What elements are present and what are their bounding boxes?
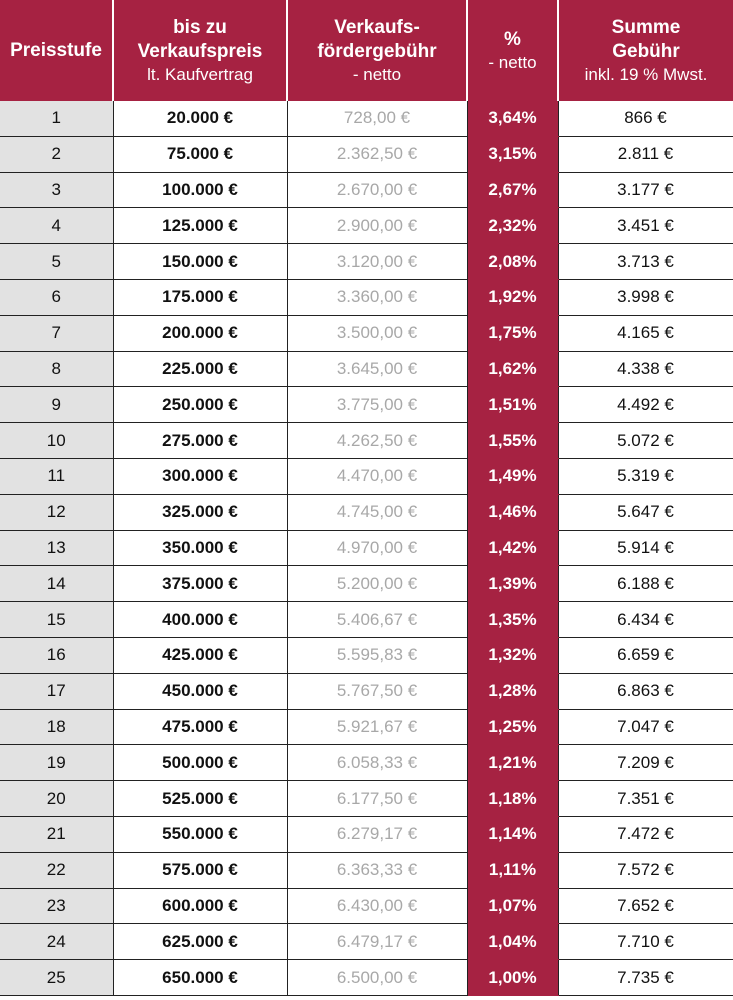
header-summe: [558, 0, 733, 101]
foerdergebuehr-netto-cell: 5.767,50 €: [287, 673, 467, 709]
summe-gebuehr-cell: 5.072 €: [558, 423, 733, 459]
table-row: [0, 709, 733, 745]
table-row: [0, 279, 733, 315]
header-verkaufspreis-line3: lt. Kaufvertrag: [147, 64, 253, 84]
prozent-netto-cell: 1,46%: [467, 494, 558, 530]
verkaufspreis-cell: 200.000 €: [113, 315, 287, 351]
table-row: [0, 172, 733, 208]
prozent-netto-cell: 1,25%: [467, 709, 558, 745]
summe-gebuehr-cell: 6.659 €: [558, 637, 733, 673]
verkaufspreis-cell: 300.000 €: [113, 458, 287, 494]
header-prozent-line2: - netto: [488, 52, 537, 72]
preisstufe-cell: 14: [0, 566, 113, 602]
summe-gebuehr-cell: 3.713 €: [558, 244, 733, 280]
foerdergebuehr-netto-cell: 728,00 €: [287, 101, 467, 136]
verkaufspreis-cell: 425.000 €: [113, 637, 287, 673]
verkaufspreis-cell: 400.000 €: [113, 602, 287, 638]
table-row: [0, 423, 733, 459]
verkaufspreis-cell: 450.000 €: [113, 673, 287, 709]
prozent-netto-cell: 1,62%: [467, 351, 558, 387]
header-summe-line1: Summe: [611, 17, 681, 39]
summe-gebuehr-cell: 7.572 €: [558, 852, 733, 888]
verkaufspreis-cell: 650.000 €: [113, 960, 287, 996]
preisstufe-cell: 17: [0, 673, 113, 709]
header-foerdergebuehr: [287, 0, 467, 101]
foerdergebuehr-netto-cell: 6.058,33 €: [287, 745, 467, 781]
verkaufspreis-cell: 525.000 €: [113, 781, 287, 817]
prozent-netto-cell: 1,28%: [467, 673, 558, 709]
table-row: [0, 136, 733, 172]
foerdergebuehr-netto-cell: 3.360,00 €: [287, 279, 467, 315]
summe-gebuehr-cell: 7.710 €: [558, 924, 733, 960]
summe-gebuehr-cell: 7.472 €: [558, 816, 733, 852]
preisstufe-cell: 24: [0, 924, 113, 960]
verkaufspreis-cell: 575.000 €: [113, 852, 287, 888]
summe-gebuehr-cell: 7.351 €: [558, 781, 733, 817]
table-row: [0, 637, 733, 673]
preisstufe-cell: 4: [0, 208, 113, 244]
summe-gebuehr-cell: 6.188 €: [558, 566, 733, 602]
prozent-netto-cell: 3,64%: [467, 101, 558, 136]
prozent-netto-cell: 1,32%: [467, 637, 558, 673]
table-body: [0, 101, 733, 995]
summe-gebuehr-cell: 3.998 €: [558, 279, 733, 315]
table-row: [0, 458, 733, 494]
preisstufe-cell: 8: [0, 351, 113, 387]
foerdergebuehr-netto-cell: 3.120,00 €: [287, 244, 467, 280]
verkaufspreis-cell: 100.000 €: [113, 172, 287, 208]
foerdergebuehr-netto-cell: 4.970,00 €: [287, 530, 467, 566]
summe-gebuehr-cell: 5.319 €: [558, 458, 733, 494]
foerdergebuehr-netto-cell: 2.670,00 €: [287, 172, 467, 208]
table-row: [0, 244, 733, 280]
verkaufspreis-cell: 175.000 €: [113, 279, 287, 315]
preisstufe-cell: 19: [0, 745, 113, 781]
foerdergebuehr-netto-cell: 4.470,00 €: [287, 458, 467, 494]
preisstufe-cell: 20: [0, 781, 113, 817]
foerdergebuehr-netto-cell: 3.645,00 €: [287, 351, 467, 387]
summe-gebuehr-cell: 6.863 €: [558, 673, 733, 709]
foerdergebuehr-netto-cell: 5.921,67 €: [287, 709, 467, 745]
prozent-netto-cell: 1,00%: [467, 960, 558, 996]
table-row: [0, 888, 733, 924]
foerdergebuehr-netto-cell: 5.595,83 €: [287, 637, 467, 673]
verkaufspreis-cell: 125.000 €: [113, 208, 287, 244]
foerdergebuehr-netto-cell: 4.745,00 €: [287, 494, 467, 530]
table-row: [0, 566, 733, 602]
foerdergebuehr-netto-cell: 3.775,00 €: [287, 387, 467, 423]
preisstufe-cell: 1: [0, 101, 113, 136]
summe-gebuehr-cell: 4.165 €: [558, 315, 733, 351]
verkaufspreis-cell: 225.000 €: [113, 351, 287, 387]
preisstufe-cell: 11: [0, 458, 113, 494]
table-row: [0, 673, 733, 709]
verkaufspreis-cell: 625.000 €: [113, 924, 287, 960]
preisstufe-cell: 22: [0, 852, 113, 888]
table-row: [0, 315, 733, 351]
prozent-netto-cell: 1,04%: [467, 924, 558, 960]
summe-gebuehr-cell: 7.209 €: [558, 745, 733, 781]
summe-gebuehr-cell: 3.177 €: [558, 172, 733, 208]
table-row: [0, 494, 733, 530]
foerdergebuehr-netto-cell: 2.900,00 €: [287, 208, 467, 244]
preisstufe-cell: 12: [0, 494, 113, 530]
header-prozent-line1: %: [504, 29, 521, 50]
summe-gebuehr-cell: 3.451 €: [558, 208, 733, 244]
prozent-netto-cell: 2,32%: [467, 208, 558, 244]
foerdergebuehr-netto-cell: 6.279,17 €: [287, 816, 467, 852]
verkaufspreis-cell: 250.000 €: [113, 387, 287, 423]
summe-gebuehr-cell: 5.647 €: [558, 494, 733, 530]
table-row: [0, 530, 733, 566]
header-verkaufspreis: [113, 0, 287, 101]
header-verkaufspreis-line2: Verkaufspreis: [137, 40, 263, 62]
preisstufe-cell: 10: [0, 423, 113, 459]
summe-gebuehr-cell: 866 €: [558, 101, 733, 136]
table-header: [0, 0, 733, 101]
header-summe-line3: inkl. 19 % Mwst.: [584, 64, 708, 84]
foerdergebuehr-netto-cell: 6.479,17 €: [287, 924, 467, 960]
foerdergebuehr-netto-cell: 6.363,33 €: [287, 852, 467, 888]
summe-gebuehr-cell: 5.914 €: [558, 530, 733, 566]
prozent-netto-cell: 2,08%: [467, 244, 558, 280]
prozent-netto-cell: 1,35%: [467, 602, 558, 638]
preisstufe-cell: 25: [0, 960, 113, 996]
prozent-netto-cell: 1,11%: [467, 852, 558, 888]
summe-gebuehr-cell: 7.047 €: [558, 709, 733, 745]
prozent-netto-cell: 1,21%: [467, 745, 558, 781]
prozent-netto-cell: 1,14%: [467, 816, 558, 852]
table-row: [0, 101, 733, 136]
foerdergebuehr-netto-cell: 4.262,50 €: [287, 423, 467, 459]
table-row: [0, 745, 733, 781]
table-row: [0, 924, 733, 960]
summe-gebuehr-cell: 2.811 €: [558, 136, 733, 172]
table-row: [0, 602, 733, 638]
summe-gebuehr-cell: 4.492 €: [558, 387, 733, 423]
header-foerdergebuehr-line1: Verkaufs-: [334, 17, 420, 39]
header-verkaufspreis-line1: bis zu: [173, 17, 227, 39]
verkaufspreis-cell: 20.000 €: [113, 101, 287, 136]
verkaufspreis-cell: 350.000 €: [113, 530, 287, 566]
preisstufe-cell: 7: [0, 315, 113, 351]
foerdergebuehr-netto-cell: 3.500,00 €: [287, 315, 467, 351]
summe-gebuehr-cell: 4.338 €: [558, 351, 733, 387]
table-row: [0, 351, 733, 387]
preisstufe-cell: 16: [0, 637, 113, 673]
verkaufspreis-cell: 375.000 €: [113, 566, 287, 602]
verkaufspreis-cell: 475.000 €: [113, 709, 287, 745]
preisstufe-cell: 6: [0, 279, 113, 315]
header-preisstufe: [0, 0, 113, 101]
summe-gebuehr-cell: 6.434 €: [558, 602, 733, 638]
table-row: [0, 208, 733, 244]
prozent-netto-cell: 3,15%: [467, 136, 558, 172]
header-foerdergebuehr-line2: fördergebühr: [317, 40, 437, 62]
verkaufspreis-cell: 150.000 €: [113, 244, 287, 280]
verkaufspreis-cell: 550.000 €: [113, 816, 287, 852]
preisstufe-cell: 13: [0, 530, 113, 566]
verkaufspreis-cell: 325.000 €: [113, 494, 287, 530]
table-row: [0, 960, 733, 996]
verkaufspreis-cell: 600.000 €: [113, 888, 287, 924]
prozent-netto-cell: 1,39%: [467, 566, 558, 602]
foerdergebuehr-netto-cell: 6.177,50 €: [287, 781, 467, 817]
foerdergebuehr-netto-cell: 5.406,67 €: [287, 602, 467, 638]
preisstufe-cell: 9: [0, 387, 113, 423]
preisstufe-cell: 5: [0, 244, 113, 280]
prozent-netto-cell: 1,18%: [467, 781, 558, 817]
prozent-netto-cell: 1,42%: [467, 530, 558, 566]
foerdergebuehr-netto-cell: 6.430,00 €: [287, 888, 467, 924]
verkaufspreis-cell: 75.000 €: [113, 136, 287, 172]
verkaufspreis-cell: 500.000 €: [113, 745, 287, 781]
summe-gebuehr-cell: 7.735 €: [558, 960, 733, 996]
table-row: [0, 816, 733, 852]
header-prozent: [467, 0, 558, 101]
table-row: [0, 781, 733, 817]
prozent-netto-cell: 1,49%: [467, 458, 558, 494]
preisstufe-cell: 23: [0, 888, 113, 924]
summe-gebuehr-cell: 7.652 €: [558, 888, 733, 924]
verkaufspreis-cell: 275.000 €: [113, 423, 287, 459]
foerdergebuehr-netto-cell: 6.500,00 €: [287, 960, 467, 996]
preisstufe-cell: 21: [0, 816, 113, 852]
preisstufe-cell: 18: [0, 709, 113, 745]
prozent-netto-cell: 1,51%: [467, 387, 558, 423]
header-summe-line2: Gebühr: [612, 40, 680, 62]
prozent-netto-cell: 1,75%: [467, 315, 558, 351]
foerdergebuehr-netto-cell: 5.200,00 €: [287, 566, 467, 602]
table-row: [0, 852, 733, 888]
prozent-netto-cell: 1,07%: [467, 888, 558, 924]
prozent-netto-cell: 1,55%: [467, 423, 558, 459]
foerdergebuehr-netto-cell: 2.362,50 €: [287, 136, 467, 172]
prozent-netto-cell: 2,67%: [467, 172, 558, 208]
preisstufe-cell: 15: [0, 602, 113, 638]
preisstufe-cell: 3: [0, 172, 113, 208]
table-row: [0, 387, 733, 423]
header-row: [0, 0, 733, 101]
header-preisstufe-line1: Preisstufe: [10, 39, 102, 61]
prozent-netto-cell: 1,92%: [467, 279, 558, 315]
header-foerdergebuehr-line3: - netto: [352, 64, 402, 84]
preisstufe-cell: 2: [0, 136, 113, 172]
